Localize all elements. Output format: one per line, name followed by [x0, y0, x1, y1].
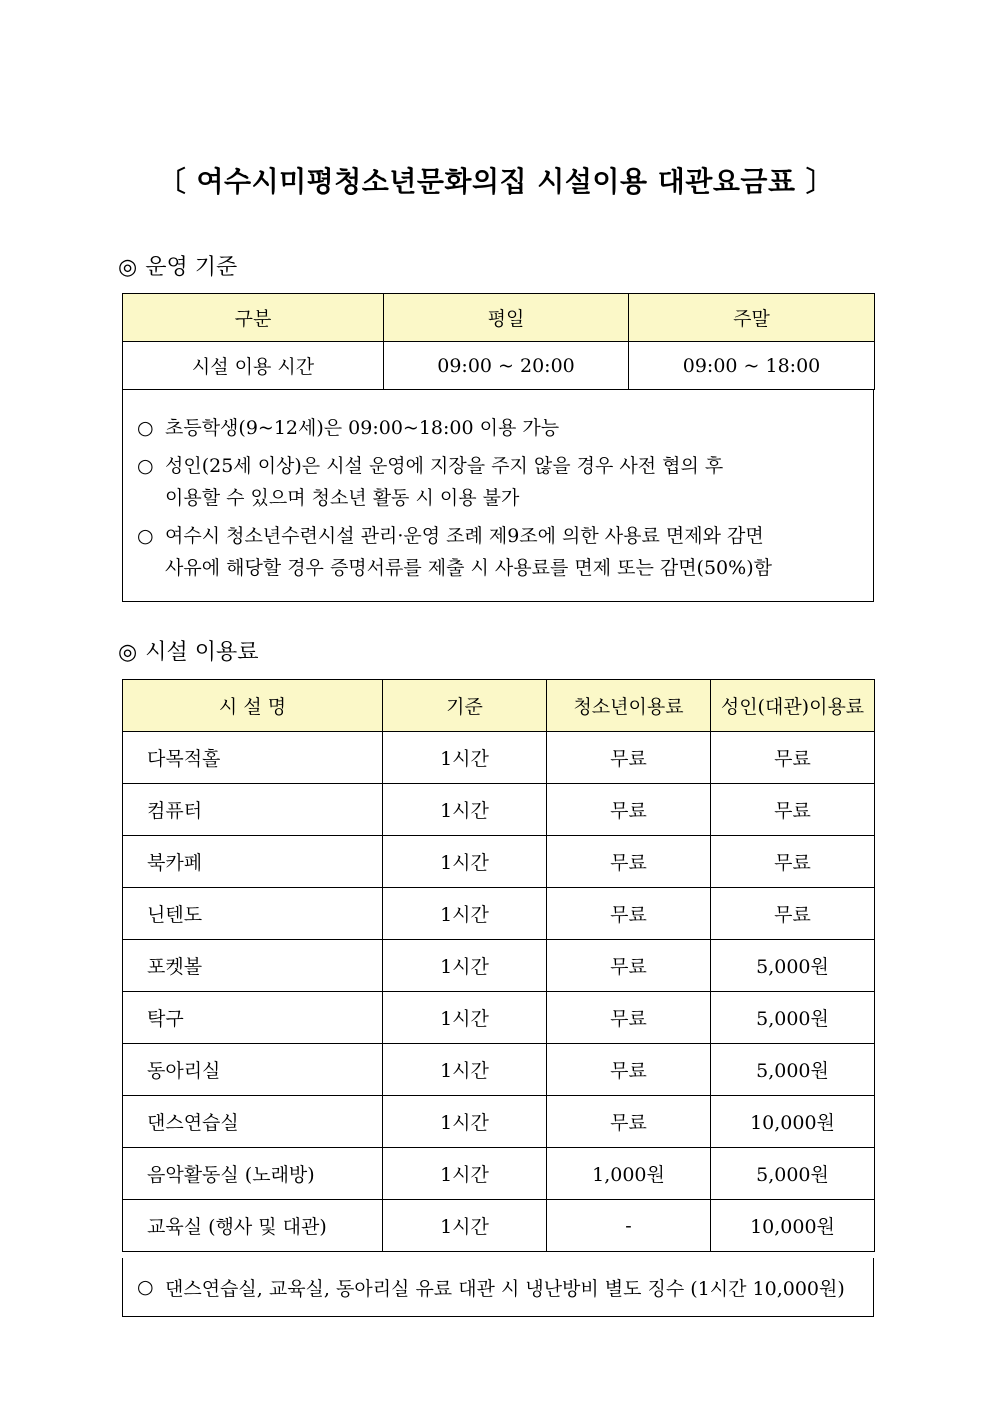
- table-row: [123, 992, 875, 1044]
- cell-unit: 1시간: [383, 784, 547, 836]
- cell-facility-name: 북카페: [123, 836, 383, 888]
- table-row: [123, 836, 875, 888]
- cell-facility-name: 닌텐도: [123, 888, 383, 940]
- cell-adult-fee: 5,000원: [711, 1148, 875, 1200]
- circle-bullet: ○: [137, 455, 154, 477]
- cell-weekend-hours: 09:00 ~ 18:00: [629, 342, 875, 390]
- cell-youth-fee: -: [547, 1200, 711, 1252]
- table-header-row: [123, 294, 875, 342]
- note-text: 초등학생(9~12세)은 09:00~18:00 이용 가능: [165, 417, 560, 439]
- operating-hours-table: [122, 293, 875, 390]
- header-category: 구분: [123, 294, 384, 342]
- cell-youth-fee: 무료: [547, 732, 711, 784]
- cell-facility-name: 동아리실: [123, 1044, 383, 1096]
- cell-facility-name: 다목적홀: [123, 732, 383, 784]
- cell-unit: 1시간: [383, 888, 547, 940]
- cell-adult-fee: 무료: [711, 836, 875, 888]
- cell-facility-name: 교육실 (행사 및 대관): [123, 1200, 383, 1252]
- cell-youth-fee: 무료: [547, 888, 711, 940]
- table-row: [123, 1200, 875, 1252]
- cell-facility-name: 음악활동실 (노래방): [123, 1148, 383, 1200]
- facility-fee-table: [122, 679, 875, 1252]
- cell-youth-fee: 무료: [547, 1044, 711, 1096]
- cell-youth-fee: 무료: [547, 1096, 711, 1148]
- table-row: [123, 1044, 875, 1096]
- note-text: 성인(25세 이상)은 시설 운영에 지장을 주지 않을 경우 사전 협의 후 이용할 수 있으며 청소년 활동 시 이용 불가: [165, 455, 724, 509]
- table-row: [123, 1148, 875, 1200]
- cell-adult-fee: 10,000원: [711, 1200, 875, 1252]
- circle-bullet: ○: [137, 525, 154, 547]
- cell-unit: 1시간: [383, 1200, 547, 1252]
- cell-adult-fee: 10,000원: [711, 1096, 875, 1148]
- cell-youth-fee: 무료: [547, 940, 711, 992]
- footer-note-text: 댄스연습실, 교육실, 동아리실 유료 대관 시 냉난방비 별도 징수 (1시간 10,000원): [165, 1277, 845, 1300]
- header-unit: 기준: [383, 680, 547, 732]
- cell-unit: 1시간: [383, 836, 547, 888]
- table-row: [123, 784, 875, 836]
- cell-facility-name: 탁구: [123, 992, 383, 1044]
- operation-notes: [122, 390, 874, 602]
- double-circle-mark: ◎: [118, 640, 138, 665]
- cell-unit: 1시간: [383, 1044, 547, 1096]
- cell-unit: 1시간: [383, 940, 547, 992]
- operation-heading: [118, 250, 237, 281]
- double-circle-mark: ◎: [118, 255, 138, 280]
- fees-heading-text: 시설 이용료: [145, 640, 259, 665]
- cell-adult-fee: 무료: [711, 888, 875, 940]
- circle-bullet: ○: [137, 417, 154, 439]
- note-text: 여수시 청소년수련시설 관리·운영 조례 제9조에 의한 사용료 면제와 감면 사유에 해당할 경우 증명서류를 제출 시 사용료를 면제 또는 감면(50%)함: [165, 525, 772, 579]
- fees-heading: [118, 635, 258, 666]
- note-item: [137, 520, 873, 584]
- cell-weekday-hours: 09:00 ~ 20:00: [384, 342, 629, 390]
- cell-unit: 1시간: [383, 1096, 547, 1148]
- table-row: [123, 342, 875, 390]
- note-item: [137, 450, 873, 514]
- table-header-row: [123, 680, 875, 732]
- cell-adult-fee: 5,000원: [711, 940, 875, 992]
- header-adult-fee: 성인(대관)이용료: [711, 680, 875, 732]
- cell-adult-fee: 5,000원: [711, 1044, 875, 1096]
- circle-bullet: ○: [137, 1276, 154, 1298]
- cell-youth-fee: 무료: [547, 784, 711, 836]
- cell-youth-fee: 1,000원: [547, 1148, 711, 1200]
- cell-unit: 1시간: [383, 992, 547, 1044]
- header-youth-fee: 청소년이용료: [547, 680, 711, 732]
- cell-adult-fee: 무료: [711, 732, 875, 784]
- cell-usage-time-label: 시설 이용 시간: [123, 342, 384, 390]
- table-row: [123, 888, 875, 940]
- cell-facility-name: 댄스연습실: [123, 1096, 383, 1148]
- table-row: [123, 940, 875, 992]
- cell-youth-fee: 무료: [547, 992, 711, 1044]
- operation-heading-text: 운영 기준: [145, 255, 238, 280]
- cell-unit: 1시간: [383, 732, 547, 784]
- header-weekend: 주말: [629, 294, 875, 342]
- cell-unit: 1시간: [383, 1148, 547, 1200]
- fee-footer-note: [122, 1258, 874, 1317]
- table-row: [123, 1096, 875, 1148]
- document-title: 〔 여수시미평청소년문화의집 시설이용 대관요금표 〕: [157, 165, 835, 198]
- table-row: [123, 732, 875, 784]
- header-weekday: 평일: [384, 294, 629, 342]
- cell-facility-name: 포켓볼: [123, 940, 383, 992]
- cell-adult-fee: 5,000원: [711, 992, 875, 1044]
- cell-youth-fee: 무료: [547, 836, 711, 888]
- cell-facility-name: 컴퓨터: [123, 784, 383, 836]
- header-facility-name: 시 설 명: [123, 680, 383, 732]
- cell-adult-fee: 무료: [711, 784, 875, 836]
- note-item: [137, 412, 873, 444]
